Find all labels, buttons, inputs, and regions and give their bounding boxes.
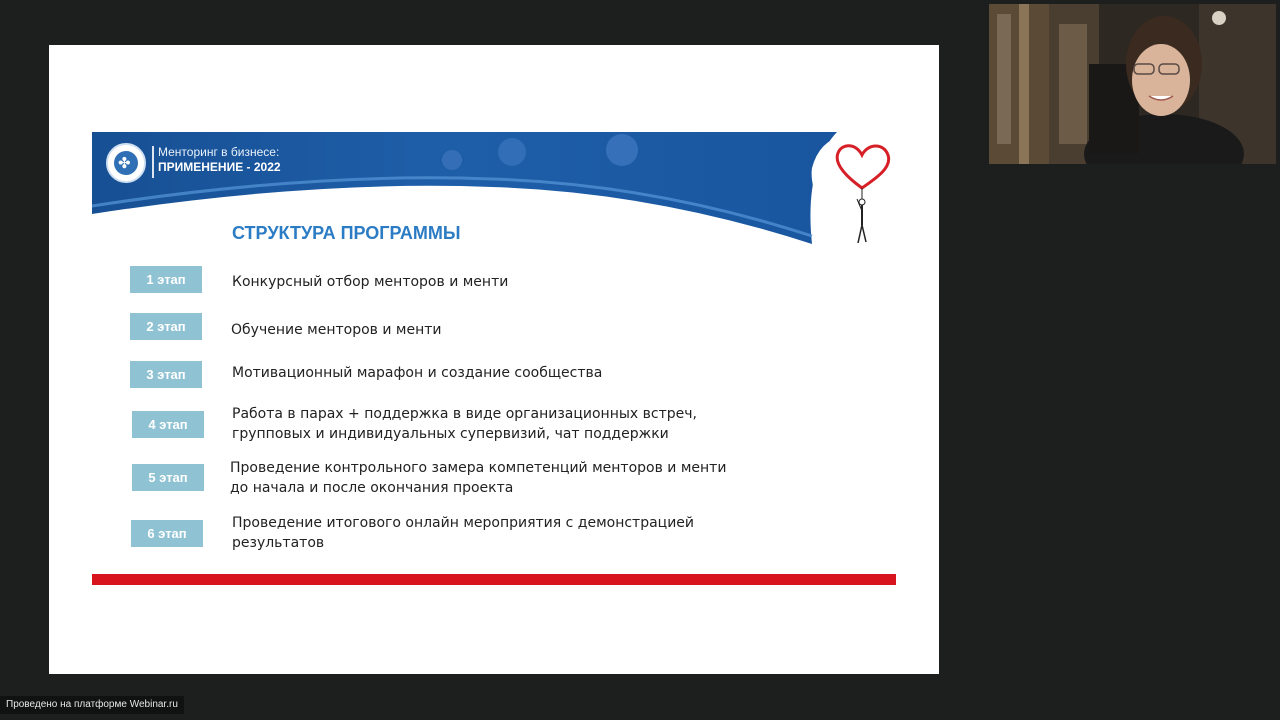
stage-text-3: Мотивационный марафон и создание сообщества (232, 365, 603, 381)
stage-badge-1: 1 этап (130, 266, 202, 293)
stage-badge-4: 4 этап (132, 411, 204, 438)
stage-badge-6: 6 этап (131, 520, 203, 547)
banner-subtitle: Менторинг в бизнесе: (158, 145, 280, 159)
stage-text-5: Проведение контрольного замера компетенций менторов и менти до начала и после окончания проекта (230, 460, 727, 496)
stage-text-6: Проведение итогового онлайн мероприятия с демонстрацией результатов (232, 515, 695, 551)
heart-balloon-icon (804, 133, 899, 248)
stage-text-4: Работа в парах + поддержка в виде организационных встреч, групповых и индивидуальных супервизий, чат поддержки (232, 406, 697, 442)
presentation-slide (49, 45, 939, 674)
clover-logo-icon: ✤ (106, 143, 146, 183)
stage-badge-5: 5 этап (132, 464, 204, 491)
banner-divider (152, 146, 154, 178)
stage-badge-3: 3 этап (130, 361, 202, 388)
platform-label: Проведено на платформе Webinar.ru (0, 696, 184, 714)
stage-text-1: Конкурсный отбор менторов и менти (232, 274, 509, 290)
presenter-webcam (989, 4, 1276, 164)
slide-title: СТРУКТУРА ПРОГРАММЫ (232, 223, 461, 243)
slide-red-bar (92, 574, 896, 585)
stage-badge-2: 2 этап (130, 313, 202, 340)
stage-text-2: Обучение менторов и менти (231, 322, 442, 338)
banner-title: ПРИМЕНЕНИЕ - 2022 (158, 160, 281, 174)
